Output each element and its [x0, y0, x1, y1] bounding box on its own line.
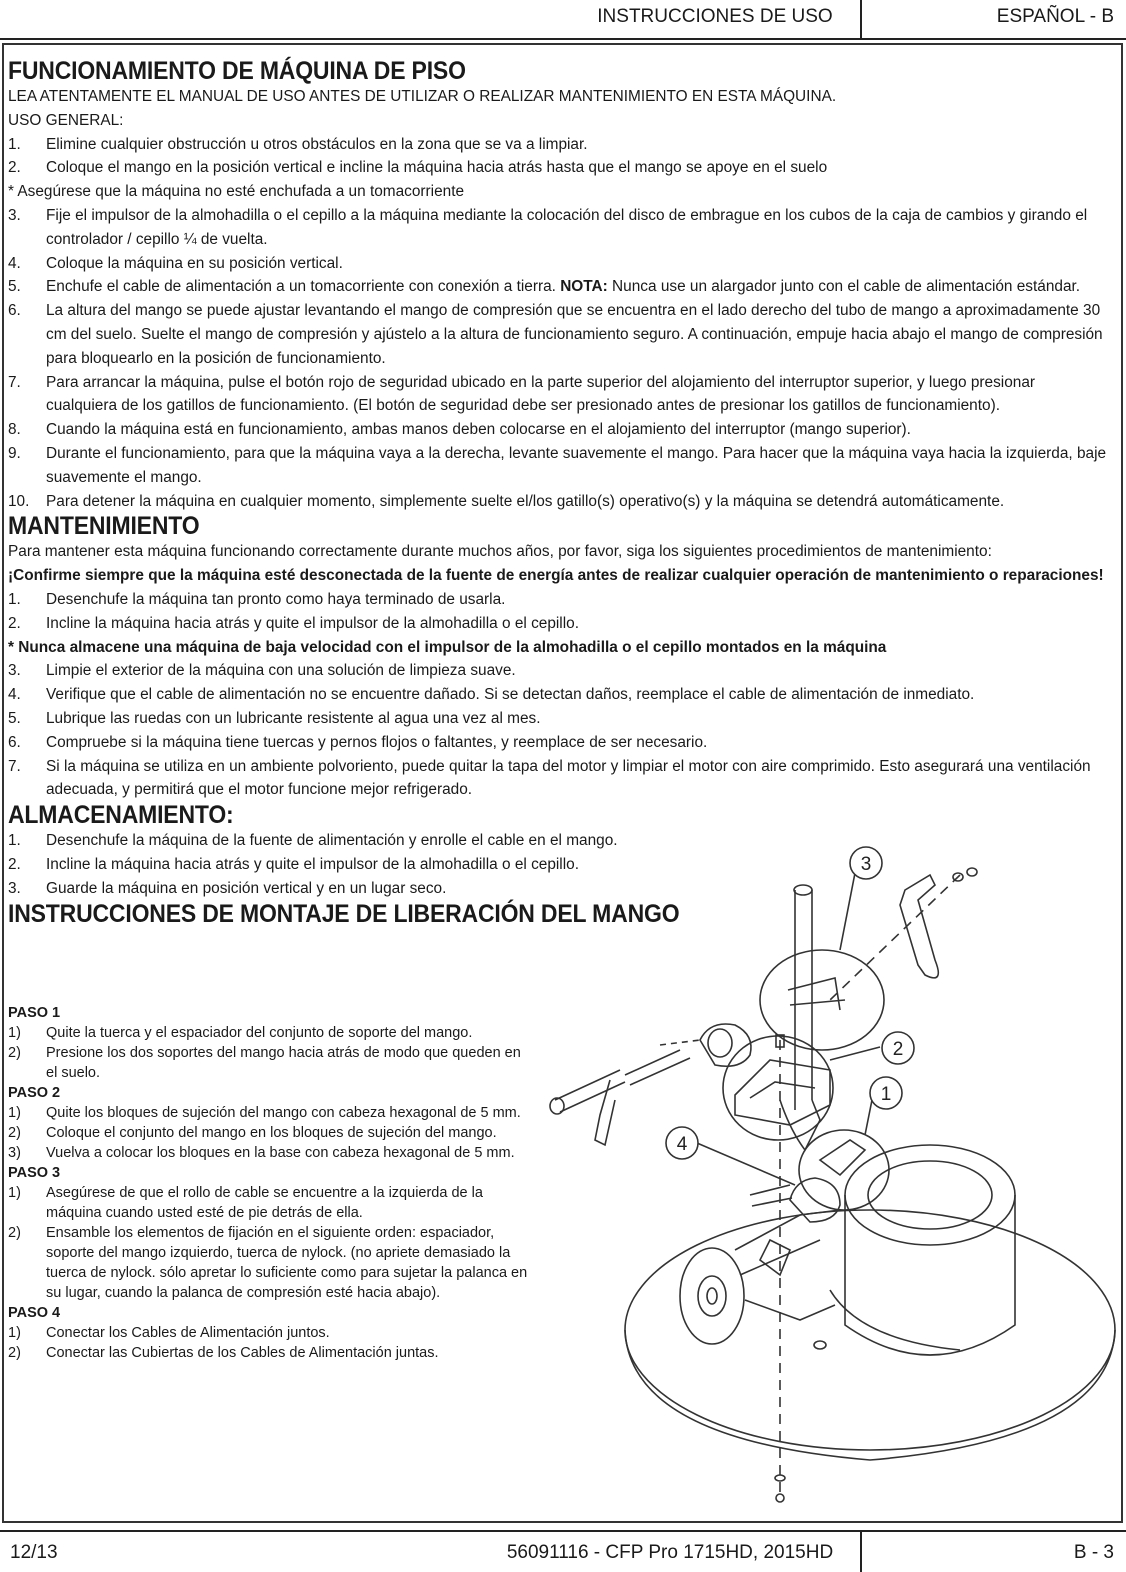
assembly-dash-line — [830, 875, 960, 1000]
handle-yoke — [735, 1210, 840, 1320]
list-item: 2) Ensamble los elementos de fijación en el siguiente orden: espaciador, soporte del mango izquierdo, tuerca de nylock. (no apriete demasiado la tuerca de nylock. sólo apretar lo suficiente como para sujetar la palanca en su lugar, cuando la palanca de compresión esté hacia abajo). — [8, 1225, 528, 1301]
list-item: 3. Fije el impulsor de la almohadilla o el cepillo a la máquina mediante la colocación del disco de embrague en los cubos de la caja de cambios y girando el controlador / cepillo ¼ de vuelta. — [8, 206, 1088, 248]
note-label: NOTA: — [560, 278, 608, 296]
assembly-heading: INSTRUCCIONES DE MONTAJE DE LIBERACIÓN DEL MANGO — [8, 899, 680, 928]
header-title: INSTRUCCIONES DE USO — [597, 6, 833, 27]
step-label: PASO 1 — [8, 1005, 61, 1021]
list-item: 2. Incline la máquina hacia atrás y quite el impulsor de la almohadilla o el cepillo. — [8, 614, 579, 632]
callout-1 — [870, 1077, 902, 1109]
maintenance-warning: ¡Confirme siempre que la máquina esté desconectada de la fuente de energía antes de realizar cualquier operación de mantenimiento o reparaciones! — [8, 567, 1104, 585]
maintenance-heading: MANTENIMIENTO — [8, 512, 200, 541]
header-divider — [860, 0, 862, 38]
maintenance-intro: Para mantener esta máquina funcionando correctamente durante muchos años, por favor, siga los siguientes procedimientos de mantenimiento: — [8, 543, 992, 561]
storage-heading: ALMACENAMIENTO: — [8, 801, 234, 830]
list-item: 2) Presione los dos soportes del mango hacia atrás de modo que queden en el suelo. — [8, 1045, 521, 1081]
assembly-dash-line — [660, 1040, 700, 1045]
list-item: 3) Vuelva a colocar los bloques en la base con cabeza hexagonal de 5 mm. — [8, 1145, 515, 1161]
step-label: PASO 4 — [8, 1305, 61, 1321]
list-item: 1) Quite la tuerca y el espaciador del conjunto de soporte del mango. — [8, 1025, 473, 1041]
list-item: 10. Para detener la máquina en cualquier momento, simplemente suelte el/los gatillo(s) operativo(s) y la máquina se detendrá automáticamente. — [8, 492, 1005, 510]
list-item: 5. Lubrique las ruedas con un lubricante resistente al agua una vez al mes. — [8, 709, 541, 727]
step-label: PASO 2 — [8, 1085, 61, 1101]
list-item: 9. Durante el funcionamiento, para que la máquina vaya a la derecha, levante suavemente el mango. Para hacer que la máquina vaya hacia la izquierda, baje suavemente el mango. — [8, 444, 1107, 486]
list-item: 2. Coloque el mango en la posición vertical e incline la máquina hacia atrás hasta que el mango se apoye en el suelo — [8, 159, 828, 177]
callout-label: 1 — [880, 1084, 892, 1105]
list-item: 3. Limpie el exterior de la máquina con una solución de limpieza suave. — [8, 662, 516, 680]
step-label: PASO 3 — [8, 1165, 61, 1181]
detail-circle-2 — [723, 1036, 833, 1140]
motor-top — [845, 1145, 1015, 1245]
header-rule — [0, 38, 1126, 40]
list-item: 1) Quite los bloques de sujeción del mango con cabeza hexagonal de 5 mm. — [8, 1105, 521, 1121]
operation-general-label: USO GENERAL: — [8, 111, 124, 129]
footer-model: 56091116 - CFP Pro 1715HD, 2015HD — [506, 1542, 834, 1563]
header-language: ESPAÑOL - B — [996, 6, 1114, 27]
list-item: 4. Coloque la máquina en su posición vertical. — [8, 254, 343, 272]
list-item: 2. Incline la máquina hacia atrás y quite el impulsor de la almohadilla o el cepillo. — [8, 855, 579, 873]
list-item: 2) Conectar las Cubiertas de los Cables de Alimentación juntas. — [8, 1345, 439, 1361]
list-item: 2) Coloque el conjunto del mango en los bloques de sujeción del mango. — [8, 1125, 497, 1141]
callout-label: 4 — [676, 1134, 688, 1155]
leader-line-3 — [840, 873, 855, 950]
operation-intro: LEA ATENTAMENTE EL MANUAL DE USO ANTES DE UTILIZAR O REALIZAR MANTENIMIENTO EN ESTA MÁQUINA. — [8, 88, 837, 105]
footer-date: 12/13 — [10, 1542, 58, 1563]
machine-base-skirt — [625, 1330, 1115, 1460]
operation-heading: FUNCIONAMIENTO DE MÁQUINA DE PISO — [8, 57, 466, 85]
clamp-block — [735, 1060, 830, 1125]
handle-release-diagram — [540, 845, 1120, 1515]
maintenance-note: * Nunca almacene una máquina de baja velocidad con el impulsor de la almohadilla o el cepillo montados en la máquina — [8, 638, 887, 656]
list-item: 1) Asegúrese de que el rollo de cable se encuentre a la izquierda de la máquina cuando usted esté de pie detrás de ella. — [8, 1185, 483, 1221]
wheel — [680, 1248, 744, 1344]
footer-rule — [0, 1530, 1126, 1532]
list-item: 7. Si la máquina se utiliza en un ambiente polvoriento, puede quitar la tapa del motor y limpiar el motor con aire comprimido. Esto asegurará una ventilación adecuada, y permitirá que el motor funcione mejor refrigerado. — [8, 757, 1091, 799]
handle-tube — [795, 890, 812, 1110]
callout-4 — [666, 1127, 698, 1159]
callout-3 — [850, 847, 882, 879]
assembly-steps — [8, 1003, 548, 1363]
list-item: 8. Cuando la máquina está en funcionamiento, ambas manos deben colocarse en el alojamiento del interruptor (mango superior). — [8, 421, 911, 439]
motor-body — [845, 1195, 1015, 1355]
list-item: 4. Verifique que el cable de alimentación no se encuentre dañado. Si se detectan daños, reemplace el cable de alimentación de inmediato. — [8, 686, 975, 704]
page-number: B - 3 — [1073, 1542, 1114, 1563]
list-item: 3. Guarde la máquina en posición vertical y en un lugar seco. — [8, 879, 447, 897]
page-header — [0, 0, 1126, 38]
list-item: 6. Compruebe si la máquina tiene tuercas y pernos flojos o faltantes, y reemplace de ser necesario. — [8, 733, 708, 751]
main-content — [8, 58, 1108, 928]
leader-line-1 — [865, 1100, 872, 1135]
list-item: 1) Conectar los Cables de Alimentación juntos. — [8, 1325, 330, 1341]
machine-base — [625, 1210, 1115, 1450]
callout-2 — [882, 1032, 914, 1064]
list-item: 6. La altura del mango se puede ajustar levantando el mango de compresión que se encuentra en el lado derecho del tubo de mango a aproximadamente 30 cm del suelo. Suelte el mango de compresión y ajústelo a la altura de funcionamiento seguro. A continuación, empuje hacia abajo el mango de compresión para bloquearlo en la posición de funcionamiento. — [8, 302, 1103, 367]
callout-label: 3 — [860, 854, 872, 875]
list-item: 7. Para arrancar la máquina, pulse el botón rojo de seguridad ubicado en la parte superior del alojamiento del interruptor superior, y luego presionar cualquiera de los gatillos de funcionamiento. (El botón de seguridad debe ser presionado antes de presionar los gatillos de funcionamiento). — [8, 373, 1036, 415]
list-item: 1. Desenchufe la máquina de la fuente de alimentación y enrolle el cable en el mango. — [8, 832, 618, 850]
list-item: 5. Enchufe el cable de alimentación a un tomacorriente con conexión a tierra. NOTA: Nunca use un alargador junto con el cable de alimentación estándar. — [8, 278, 1081, 296]
operation-note: * Asegúrese que la máquina no esté enchufada a un tomacorriente — [8, 183, 465, 201]
footer-divider — [860, 1532, 862, 1572]
list-item: 1. Desenchufe la máquina tan pronto como haya terminado de usarla. — [8, 590, 506, 608]
callout-label: 2 — [892, 1039, 904, 1060]
page-footer — [0, 1530, 1126, 1572]
list-item: 1. Elimine cualquier obstrucción u otros obstáculos en la zona que se va a limpiar. — [8, 135, 588, 153]
